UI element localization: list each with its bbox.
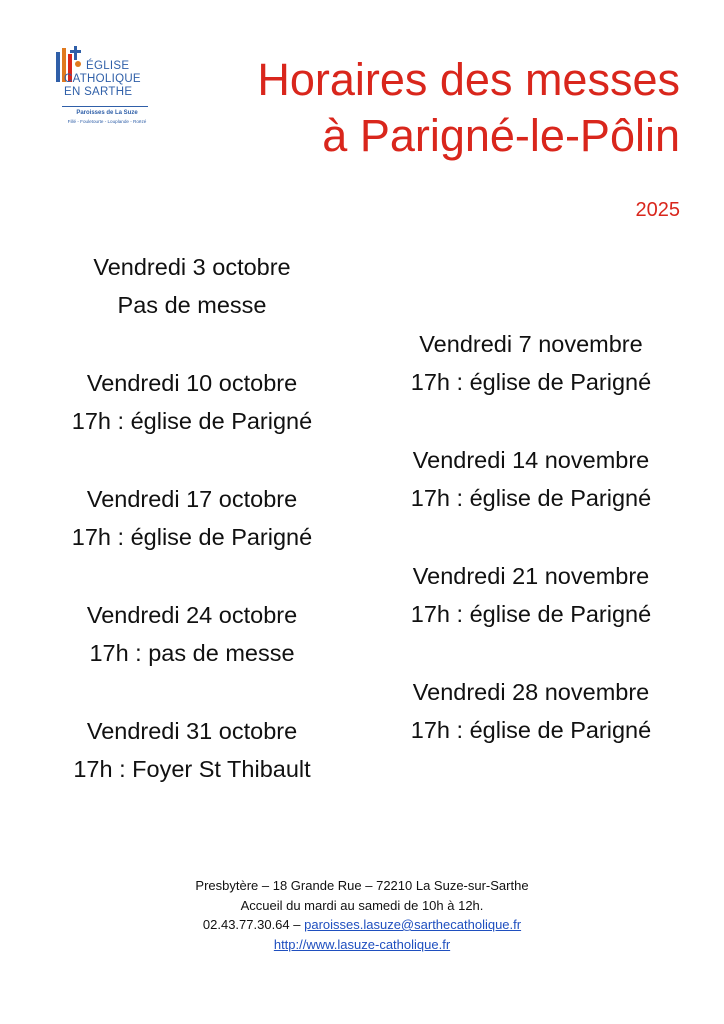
- entry-date: Vendredi 21 novembre: [412, 563, 650, 589]
- footer-hours: Accueil du mardi au samedi de 10h à 12h.: [240, 897, 484, 913]
- schedule-entry: [362, 673, 700, 749]
- entry-detail: 17h : église de Parigné: [410, 717, 652, 743]
- footer-contact-line: [112, 915, 612, 935]
- footer-website-line: [112, 935, 612, 955]
- entry-date: Vendredi 14 novembre: [412, 447, 650, 473]
- schedule-entry: [362, 325, 700, 401]
- entry-date: Vendredi 28 novembre: [412, 679, 650, 705]
- schedule-entry: [24, 480, 360, 556]
- entry-detail: 17h : église de Parigné: [410, 485, 652, 511]
- contact-footer: [112, 876, 612, 954]
- logo-parish-name: Paroisses de La Suze: [76, 110, 138, 116]
- footer-phone: 02.43.77.30.64 –: [202, 917, 301, 932]
- entry-detail: 17h : église de Parigné: [410, 601, 652, 627]
- title-line-1: Horaires des messes: [257, 54, 680, 105]
- entry-detail: 17h : église de Parigné: [71, 524, 313, 550]
- footer-website-link[interactable]: http://www.lasuze-catholique.fr: [273, 936, 451, 952]
- logo: [54, 44, 160, 140]
- logo-divider: [62, 106, 148, 107]
- logo-parish-towns: Fillé - Fouletourte - Louplande - Roëzé: [67, 119, 147, 124]
- logo-line-eglise: ÉGLISE: [86, 60, 130, 72]
- schedule-october: [24, 248, 360, 828]
- entry-date: Vendredi 31 octobre: [86, 718, 298, 744]
- schedule-entry: [24, 364, 360, 440]
- schedule-entry: [362, 557, 700, 633]
- footer-address: Presbytère – 18 Grande Rue – 72210 La Suze-sur-Sarthe: [195, 878, 529, 893]
- entry-date: Vendredi 3 octobre: [93, 254, 291, 280]
- schedule-november: [362, 325, 700, 789]
- footer-email-link[interactable]: paroisses.lasuze@sarthecatholique.fr: [304, 917, 522, 932]
- entry-detail: 17h : Foyer St Thibault: [73, 756, 311, 782]
- entry-detail: 17h : église de Parigné: [71, 408, 313, 434]
- page-title: [257, 52, 680, 164]
- entry-date: Vendredi 24 octobre: [86, 602, 298, 628]
- entry-date: Vendredi 7 novembre: [419, 331, 643, 357]
- schedule-entry: [362, 441, 700, 517]
- schedule-entry: [24, 596, 360, 672]
- entry-date: Vendredi 17 octobre: [86, 486, 298, 512]
- logo-line-catholique: CATHOLIQUE: [64, 73, 141, 85]
- title-line-2: à Parigné-le-Pôlin: [322, 110, 680, 161]
- schedule-entry: [24, 248, 360, 324]
- logo-wordmark: [64, 60, 160, 99]
- entry-detail: Pas de messe: [117, 292, 267, 318]
- entry-detail: 17h : église de Parigné: [410, 369, 652, 395]
- logo-line-sarthe: EN SARTHE: [64, 86, 133, 98]
- schedule-entry: [24, 712, 360, 788]
- entry-date: Vendredi 10 octobre: [86, 370, 298, 396]
- year-label: 2025: [635, 199, 680, 221]
- entry-detail: 17h : pas de messe: [89, 640, 295, 666]
